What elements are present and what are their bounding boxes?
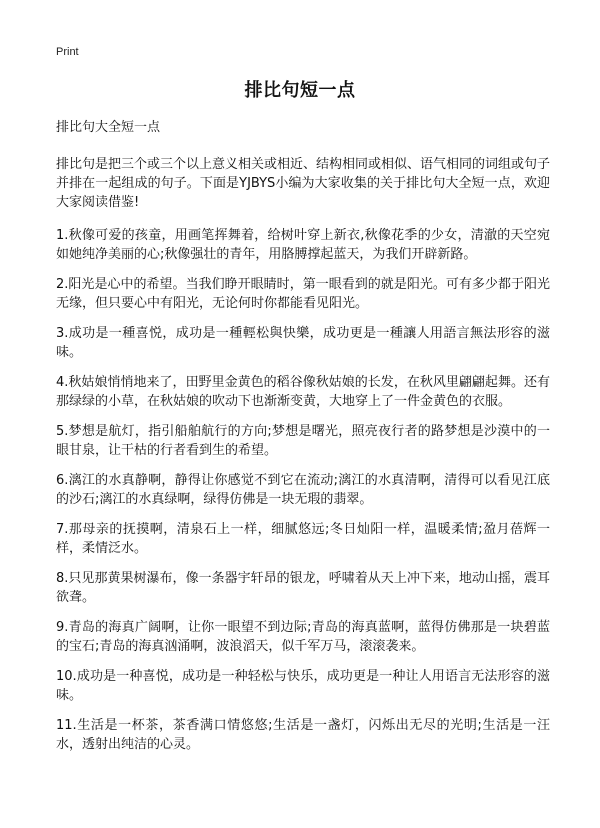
article-body [56, 118, 550, 765]
article-subtitle: 排比句大全短一点 [56, 120, 161, 135]
list-item: 1.秋像可爱的孩童，用画笔挥舞着，给树叶穿上新衣,秋像花季的少女，清澈的天空宛如她纯净美丽的心;秋像强壮的青年，用胳膊撑起蓝天，为我们开辟新路。 [56, 228, 550, 262]
list-item: 4.秋姑娘悄悄地来了，田野里金黄色的稻谷像秋姑娘的长发，在秋风里翩翩起舞。还有那绿绿的小草，在秋姑娘的吹动下也渐渐变黄，大地穿上了一件金黄色的衣服。 [56, 375, 550, 409]
list-item: 9.青岛的海真广阔啊，让你一眼望不到边际;青岛的海真蓝啊，蓝得仿佛那是一块碧蓝的宝石;青岛的海真汹涌啊，波浪滔天，似千军万马，滚滚袭来。 [56, 620, 550, 654]
page-title: 排比句短一点 [244, 80, 356, 101]
list-item: 2.阳光是心中的希望。当我们睁开眼睛时，第一眼看到的就是阳光。可有多少都于阳光无缘，但只要心中有阳光，无论何时你都能看见阳光。 [56, 277, 550, 311]
list-item: 10.成功是一种喜悦，成功是一种轻松与快乐，成功更是一种让人用语言无法形容的滋味。 [56, 669, 550, 703]
print-link[interactable]: Print [56, 46, 79, 58]
list-item: 8.只见那黄果树瀑布，像一条器宇轩昂的银龙，呼啸着从天上冲下来，地动山摇，震耳欲聋。 [56, 571, 550, 605]
list-item: 11.生活是一杯茶，茶香满口情悠悠;生活是一盏灯，闪烁出无尽的光明;生活是一汪水，透射出纯洁的心灵。 [56, 718, 550, 752]
list-item: 6.漓江的水真静啊，静得让你感觉不到它在流动;漓江的水真清啊，清得可以看见江底的沙石;漓江的水真绿啊，绿得仿佛是一块无瑕的翡翠。 [56, 473, 550, 507]
intro-paragraph: 排比句是把三个或三个以上意义相关或相近、结构相同或相似、语气相同的词组或句子并排在一起组成的句子。下面是YJBYS小编为大家收集的关于排比句大全短一点，欢迎大家阅读借鉴! [56, 157, 551, 210]
list-item: 7.那母亲的抚摸啊，清泉石上一样，细腻悠远;冬日灿阳一样，温暖柔情;盈月蓓辉一样，柔情泛水。 [56, 522, 550, 556]
list-item: 5.梦想是航灯，指引船舶航行的方向;梦想是曙光，照亮夜行者的路梦想是沙漠中的一眼甘泉，让干枯的行者看到生的希望。 [56, 424, 550, 458]
list-item: 3.成功是一種喜悦，成功是一種輕松與快樂，成功更是一種讓人用語言無法形容的滋味。 [56, 326, 550, 360]
